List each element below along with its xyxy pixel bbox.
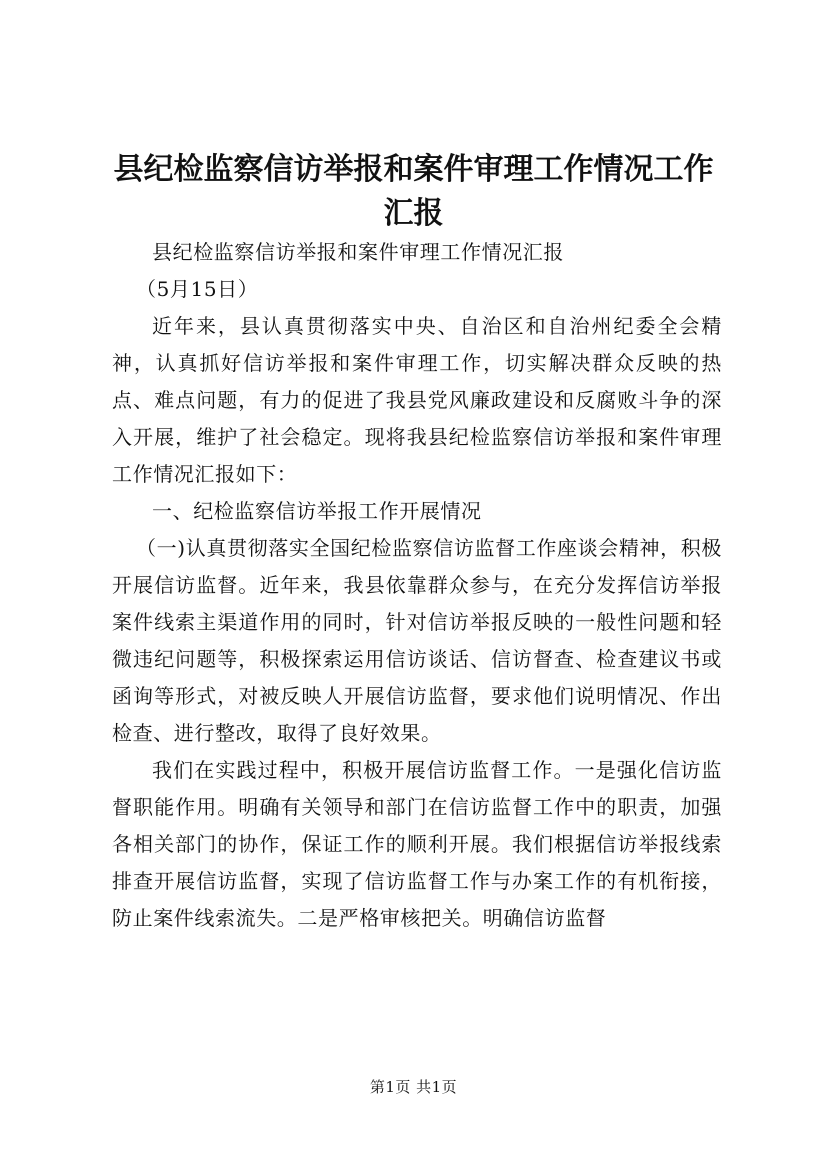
section-heading-1: 一、纪检监察信访举报工作开展情况 [152, 499, 482, 523]
document-title-line-1: 县纪检监察信访举报和案件审理工作情况工作 [113, 152, 714, 187]
paragraph-practice: 我们在实践过程中，积极开展信访监督工作。一是强化信访监督职能作用。明确有关领导和部门在信访监督工作中的职责，加强各相关部门的协作，保证工作的顺利开展。我们根据信访举报线索排查开展信访监督，实现了信访监督工作与办案工作的有机衔接，防止案件线索流失。二是严格审核把关。明确信访监督 [112, 758, 722, 930]
document-body [112, 234, 722, 937]
document-subtitle: 县纪检监察信访举报和案件审理工作情况汇报 [152, 240, 564, 264]
paragraph-item-1: （一)认真贯彻落实全国纪检监察信访监督工作座谈会精神，积极开展信访监督。近年来，我县依靠群众参与，在充分发挥信访举报案件线索主渠道作用的同时，针对信访举报反映的一般性问题和轻微违纪问题等，积极探索运用信访谈话、信访督查、检查建议书或函询等形式，对被反映人开展信访监督，要求他们说明情况、作出检查、进行整改，取得了良好效果。 [112, 536, 722, 745]
page-number-footer: 第1页 共1页 [369, 1078, 458, 1096]
document-date: （5月15日） [136, 277, 259, 301]
document-title-line-2: 汇报 [383, 196, 444, 231]
paragraph-intro: 近年来，县认真贯彻落实中央、自治区和自治州纪委全会精神，认真抓好信访举报和案件审理工作，切实解决群众反映的热点、难点问题，有力的促进了我县党风廉政建设和反腐败斗争的深入开展，维护了社会稳定。现将我县纪检监察信访举报和案件审理工作情况汇报如下： [112, 314, 722, 486]
